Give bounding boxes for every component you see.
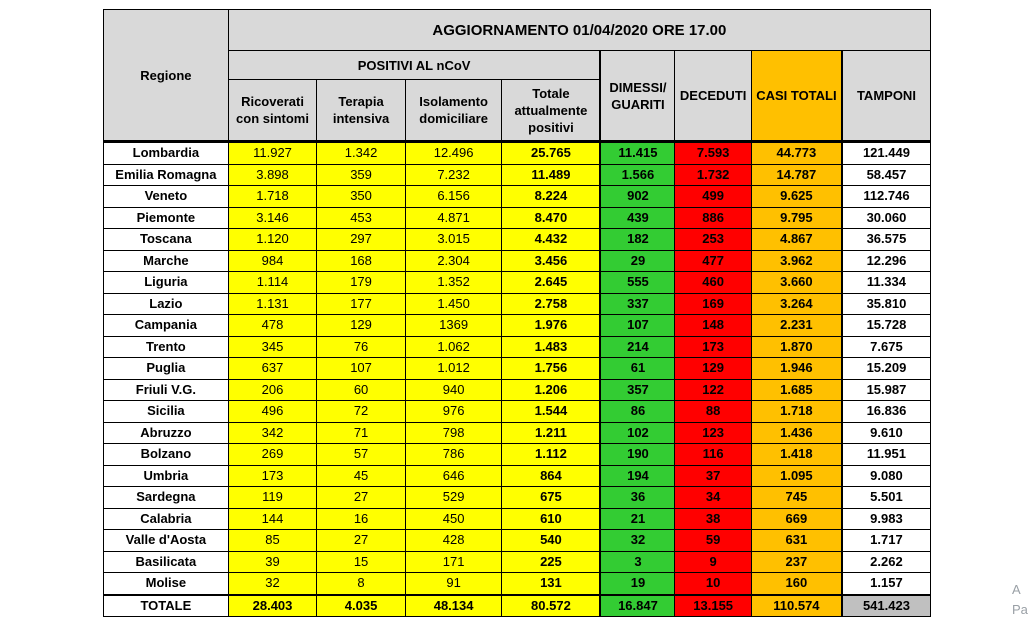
terapia-value: 129 [317,315,406,337]
table-row [104,401,931,423]
isolamento-value: 428 [405,530,502,552]
casi-totali-value: 9.795 [751,207,842,229]
ricoverati-value: 173 [228,465,317,487]
region-name: Friuli V.G. [104,379,229,401]
dimessi-value: 214 [600,336,674,358]
ricoverati-value: 3.146 [228,207,317,229]
tamponi-value: 112.746 [842,186,931,208]
totale-positivi-value: 1.211 [502,422,601,444]
casi-totali-value: 1.436 [751,422,842,444]
table-row [104,315,931,337]
totale-positivi-value: 225 [502,551,601,573]
tamponi-value: 9.983 [842,508,931,530]
dimessi-value: 182 [600,229,674,251]
isolamento-value: 1369 [405,315,502,337]
region-name: Emilia Romagna [104,164,229,186]
header-ricoverati: Ricoverati con sintomi [228,80,317,142]
region-name: Valle d'Aosta [104,530,229,552]
ricoverati-value: 11.927 [228,142,317,165]
isolamento-value: 940 [405,379,502,401]
ricoverati-value: 1.718 [228,186,317,208]
isolamento-value: 4.871 [405,207,502,229]
tamponi-value: 15.987 [842,379,931,401]
ricoverati-value: 144 [228,508,317,530]
ricoverati-value: 32 [228,573,317,595]
region-name: Toscana [104,229,229,251]
tamponi-value: 12.296 [842,250,931,272]
deceduti-value: 59 [675,530,751,552]
dimessi-value: 21 [600,508,674,530]
tamponi-value: 58.457 [842,164,931,186]
region-name: Lazio [104,293,229,315]
terapia-value: 72 [317,401,406,423]
ricoverati-value: 119 [228,487,317,509]
tamponi-value: 11.951 [842,444,931,466]
tamponi-value: 121.449 [842,142,931,165]
totale-positivi-value: 8.470 [502,207,601,229]
table-row [104,465,931,487]
covid-table-container [103,9,931,624]
casi-totali-value: 3.264 [751,293,842,315]
totals-casi-totali-value: 110.574 [751,595,842,617]
casi-totali-value: 2.231 [751,315,842,337]
terapia-value: 1.342 [317,142,406,165]
isolamento-value: 529 [405,487,502,509]
casi-totali-value: 1.685 [751,379,842,401]
region-name: Umbria [104,465,229,487]
totale-positivi-value: 675 [502,487,601,509]
region-name: Calabria [104,508,229,530]
totale-positivi-value: 131 [502,573,601,595]
totale-positivi-value: 1.976 [502,315,601,337]
table-row [104,293,931,315]
region-name: Puglia [104,358,229,380]
totale-positivi-value: 4.432 [502,229,601,251]
tamponi-value: 36.575 [842,229,931,251]
terapia-value: 350 [317,186,406,208]
table-row [104,508,931,530]
isolamento-value: 1.062 [405,336,502,358]
ricoverati-value: 1.131 [228,293,317,315]
region-name: Veneto [104,186,229,208]
isolamento-value: 786 [405,444,502,466]
isolamento-value: 1.012 [405,358,502,380]
casi-totali-value: 9.625 [751,186,842,208]
terapia-value: 8 [317,573,406,595]
casi-totali-value: 631 [751,530,842,552]
ricoverati-value: 637 [228,358,317,380]
dimessi-value: 86 [600,401,674,423]
totals-deceduti-value: 13.155 [675,595,751,617]
table-row [104,229,931,251]
dimessi-value: 357 [600,379,674,401]
ricoverati-value: 1.120 [228,229,317,251]
terapia-value: 107 [317,358,406,380]
dimessi-value: 61 [600,358,674,380]
deceduti-value: 88 [675,401,751,423]
deceduti-value: 9 [675,551,751,573]
dimessi-value: 190 [600,444,674,466]
totale-positivi-value: 1.206 [502,379,601,401]
tamponi-value: 15.728 [842,315,931,337]
terapia-value: 16 [317,508,406,530]
casi-totali-value: 160 [751,573,842,595]
deceduti-value: 169 [675,293,751,315]
header-tamponi: TAMPONI [842,51,931,142]
isolamento-value: 646 [405,465,502,487]
ricoverati-value: 984 [228,250,317,272]
deceduti-value: 148 [675,315,751,337]
terapia-value: 297 [317,229,406,251]
casi-totali-value: 14.787 [751,164,842,186]
tamponi-value: 9.610 [842,422,931,444]
deceduti-value: 122 [675,379,751,401]
tamponi-value: 1.157 [842,573,931,595]
totale-positivi-value: 1.483 [502,336,601,358]
casi-totali-value: 237 [751,551,842,573]
deceduti-value: 173 [675,336,751,358]
table-body [104,142,931,617]
ricoverati-value: 478 [228,315,317,337]
dimessi-value: 11.415 [600,142,674,165]
dimessi-value: 19 [600,573,674,595]
isolamento-value: 976 [405,401,502,423]
dimessi-value: 29 [600,250,674,272]
table-row [104,186,931,208]
isolamento-value: 91 [405,573,502,595]
totals-row [104,595,931,617]
terapia-value: 453 [317,207,406,229]
dimessi-value: 36 [600,487,674,509]
totale-positivi-value: 8.224 [502,186,601,208]
tamponi-value: 35.810 [842,293,931,315]
totale-positivi-value: 2.758 [502,293,601,315]
region-name: Sicilia [104,401,229,423]
region-name: Campania [104,315,229,337]
terapia-value: 57 [317,444,406,466]
totale-positivi-value: 540 [502,530,601,552]
region-name: Lombardia [104,142,229,165]
deceduti-value: 1.732 [675,164,751,186]
table-row [104,272,931,294]
isolamento-value: 1.352 [405,272,502,294]
table-row [104,379,931,401]
region-name: Abruzzo [104,422,229,444]
table-title: AGGIORNAMENTO 01/04/2020 ORE 17.00 [228,10,930,51]
tamponi-value: 30.060 [842,207,931,229]
casi-totali-value: 3.660 [751,272,842,294]
ricoverati-value: 85 [228,530,317,552]
table-row [104,487,931,509]
table-row [104,336,931,358]
totale-positivi-value: 2.645 [502,272,601,294]
deceduti-value: 10 [675,573,751,595]
isolamento-value: 6.156 [405,186,502,208]
dimessi-value: 107 [600,315,674,337]
deceduti-value: 477 [675,250,751,272]
ricoverati-value: 39 [228,551,317,573]
ricoverati-value: 206 [228,379,317,401]
casi-totali-value: 1.418 [751,444,842,466]
terapia-value: 359 [317,164,406,186]
deceduti-value: 460 [675,272,751,294]
table-row [104,207,931,229]
isolamento-value: 1.450 [405,293,502,315]
table-row [104,551,931,573]
region-name: Sardegna [104,487,229,509]
isolamento-value: 12.496 [405,142,502,165]
ricoverati-value: 3.898 [228,164,317,186]
region-name: Bolzano [104,444,229,466]
totale-positivi-value: 864 [502,465,601,487]
dimessi-value: 3 [600,551,674,573]
region-name: Molise [104,573,229,595]
deceduti-value: 116 [675,444,751,466]
isolamento-value: 3.015 [405,229,502,251]
covid-data-table [103,9,931,617]
dimessi-value: 1.566 [600,164,674,186]
table-row [104,358,931,380]
isolamento-value: 171 [405,551,502,573]
casi-totali-value: 1.870 [751,336,842,358]
tamponi-value: 1.717 [842,530,931,552]
terapia-value: 15 [317,551,406,573]
totals-label: TOTALE [104,595,229,617]
deceduti-value: 123 [675,422,751,444]
tamponi-value: 9.080 [842,465,931,487]
totale-positivi-value: 1.756 [502,358,601,380]
isolamento-value: 798 [405,422,502,444]
casi-totali-value: 669 [751,508,842,530]
deceduti-value: 7.593 [675,142,751,165]
casi-totali-value: 1.946 [751,358,842,380]
tamponi-value: 7.675 [842,336,931,358]
terapia-value: 27 [317,530,406,552]
table-row [104,250,931,272]
region-name: Marche [104,250,229,272]
header-totale-positivi: Totale attualmente positivi [502,80,601,142]
table-row [104,422,931,444]
table-row [104,530,931,552]
totale-positivi-value: 1.112 [502,444,601,466]
casi-totali-value: 1.095 [751,465,842,487]
region-name: Trento [104,336,229,358]
dimessi-value: 439 [600,207,674,229]
header-regione: Regione [104,10,229,142]
terapia-value: 168 [317,250,406,272]
region-name: Liguria [104,272,229,294]
edge-text: A Pa [1012,582,1028,617]
casi-totali-value: 1.718 [751,401,842,423]
deceduti-value: 886 [675,207,751,229]
totale-positivi-value: 610 [502,508,601,530]
terapia-value: 177 [317,293,406,315]
casi-totali-value: 44.773 [751,142,842,165]
deceduti-value: 38 [675,508,751,530]
dimessi-value: 194 [600,465,674,487]
tamponi-value: 5.501 [842,487,931,509]
deceduti-value: 129 [675,358,751,380]
dimessi-value: 32 [600,530,674,552]
dimessi-value: 902 [600,186,674,208]
header-terapia: Terapia intensiva [317,80,406,142]
isolamento-value: 2.304 [405,250,502,272]
header-dimessi: DIMESSI/ GUARITI [600,51,674,142]
ricoverati-value: 345 [228,336,317,358]
casi-totali-value: 4.867 [751,229,842,251]
ricoverati-value: 342 [228,422,317,444]
terapia-value: 76 [317,336,406,358]
terapia-value: 27 [317,487,406,509]
terapia-value: 60 [317,379,406,401]
totals-tamponi-value: 541.423 [842,595,931,617]
region-name: Piemonte [104,207,229,229]
header-deceduti: DECEDUTI [675,51,751,142]
dimessi-value: 555 [600,272,674,294]
casi-totali-value: 745 [751,487,842,509]
tamponi-value: 15.209 [842,358,931,380]
table-row [104,164,931,186]
header-isolamento: Isolamento domiciliare [405,80,502,142]
region-name: Basilicata [104,551,229,573]
casi-totali-value: 3.962 [751,250,842,272]
dimessi-value: 102 [600,422,674,444]
totale-positivi-value: 25.765 [502,142,601,165]
table-row [104,444,931,466]
totale-positivi-value: 11.489 [502,164,601,186]
header-positivi-group: POSITIVI AL nCoV [228,51,600,80]
isolamento-value: 450 [405,508,502,530]
terapia-value: 179 [317,272,406,294]
deceduti-value: 37 [675,465,751,487]
tamponi-value: 2.262 [842,551,931,573]
terapia-value: 71 [317,422,406,444]
totals-ricoverati-value: 28.403 [228,595,317,617]
table-row [104,573,931,595]
tamponi-value: 11.334 [842,272,931,294]
terapia-value: 45 [317,465,406,487]
totals-totale-positivi-value: 80.572 [502,595,601,617]
ricoverati-value: 1.114 [228,272,317,294]
totals-dimessi-value: 16.847 [600,595,674,617]
isolamento-value: 7.232 [405,164,502,186]
totale-positivi-value: 1.544 [502,401,601,423]
deceduti-value: 253 [675,229,751,251]
deceduti-value: 499 [675,186,751,208]
tamponi-value: 16.836 [842,401,931,423]
ricoverati-value: 269 [228,444,317,466]
deceduti-value: 34 [675,487,751,509]
totals-isolamento-value: 48.134 [405,595,502,617]
totals-terapia-value: 4.035 [317,595,406,617]
header-casi-totali: CASI TOTALI [751,51,842,142]
dimessi-value: 337 [600,293,674,315]
table-row [104,142,931,165]
totale-positivi-value: 3.456 [502,250,601,272]
ricoverati-value: 496 [228,401,317,423]
